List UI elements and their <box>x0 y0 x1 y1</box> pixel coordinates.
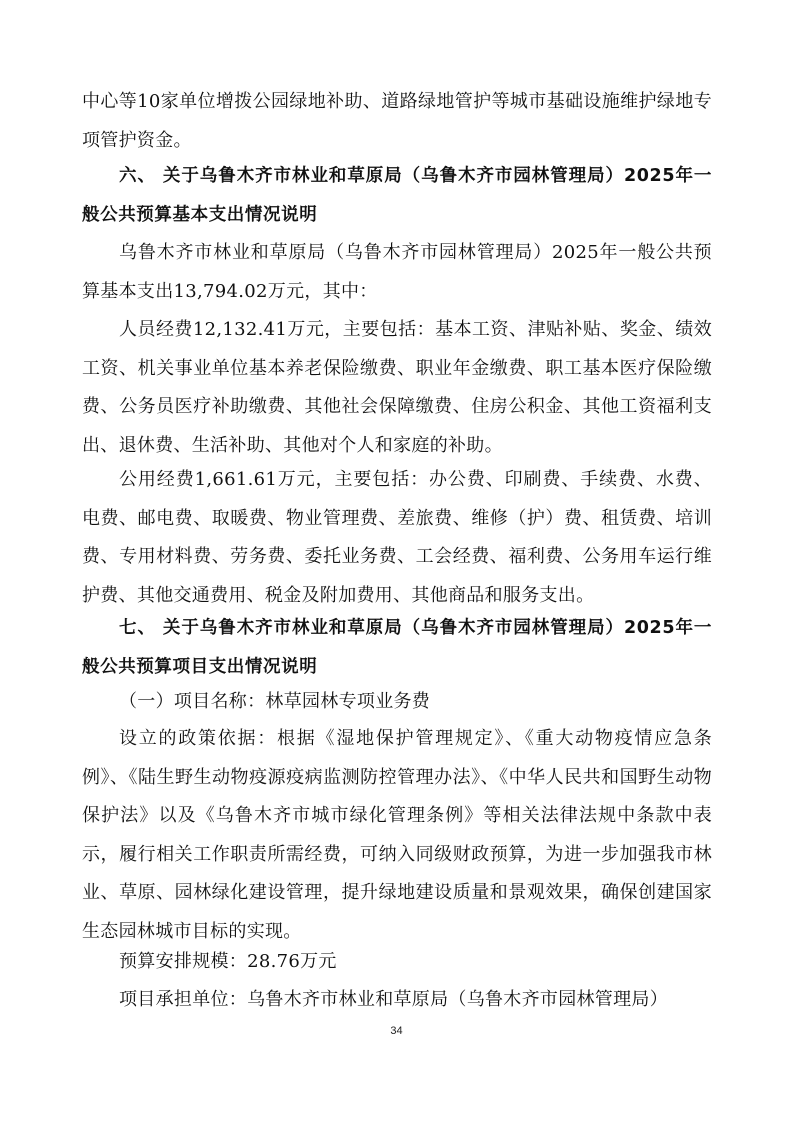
personnel-expenses-paragraph: 人员经费12,132.41万元，主要包括：基本工资、津贴补贴、奖金、绩效工资、机关事业单位基本养老保险缴费、职业年金缴费、职工基本医疗保险缴费、公务员医疗补助缴费、其他社会保障缴费、住房公积金、其他工资福利支出、退休费、生活补助、其他对个人和家庭的补助。 <box>82 319 712 456</box>
page-number: 34 <box>390 1025 403 1037</box>
budget-scale-paragraph: 预算安排规模：28.76万元 <box>119 951 337 972</box>
continuation-paragraph: 中心等10家单位增拨公园绿地补助、道路绿地管护等城市基础设施维护绿地专项管护资金。 <box>82 91 712 151</box>
public-expenses-paragraph: 公用经费1,661.61万元，主要包括：办公费、印刷费、手续费、水费、电费、邮电费、取暖费、物业管理费、差旅费、维修（护）费、租赁费、培训费、专用材料费、劳务费、委托业务费、工会经费、福利费、公务用车运行维护费、其他交通费用、税金及附加费用、其他商品和服务支出。 <box>82 469 712 606</box>
policy-basis-paragraph: 设立的政策依据：根据《湿地保护管理规定》、《重大动物疫情应急条例》、《陆生野生动物疫源疫病监测防控管理办法》、《中华人民共和国野生动物保护法》以及《乌鲁木齐市城市绿化管理条例》等相关法律法规中条款中表示，履行相关工作职责所需经费，可纳入同级财政预算，为进一步加强我市林业、草原、园林绿化建设管理，提升绿地建设质量和景观效果，确保创建国家生态园林城市目标的实现。 <box>82 728 712 942</box>
section-heading-7: 七、 关于乌鲁木齐市林业和草原局（乌鲁木齐市园林管理局）2025年一般公共预算项目支出情况说明 <box>82 618 712 677</box>
project-undertaker-paragraph: 项目承担单位：乌鲁木齐市林业和草原局（乌鲁木齐市园林管理局） <box>119 989 668 1010</box>
basic-expenditure-paragraph: 乌鲁木齐市林业和草原局（乌鲁木齐市园林管理局）2025年一般公共预算基本支出13,794.02万元，其中： <box>82 242 712 302</box>
section-heading-6: 六、 关于乌鲁木齐市林业和草原局（乌鲁木齐市园林管理局）2025年一般公共预算基本支出情况说明 <box>82 166 712 225</box>
project-name-paragraph: （一）项目名称：林草园林专项业务费 <box>119 691 431 712</box>
